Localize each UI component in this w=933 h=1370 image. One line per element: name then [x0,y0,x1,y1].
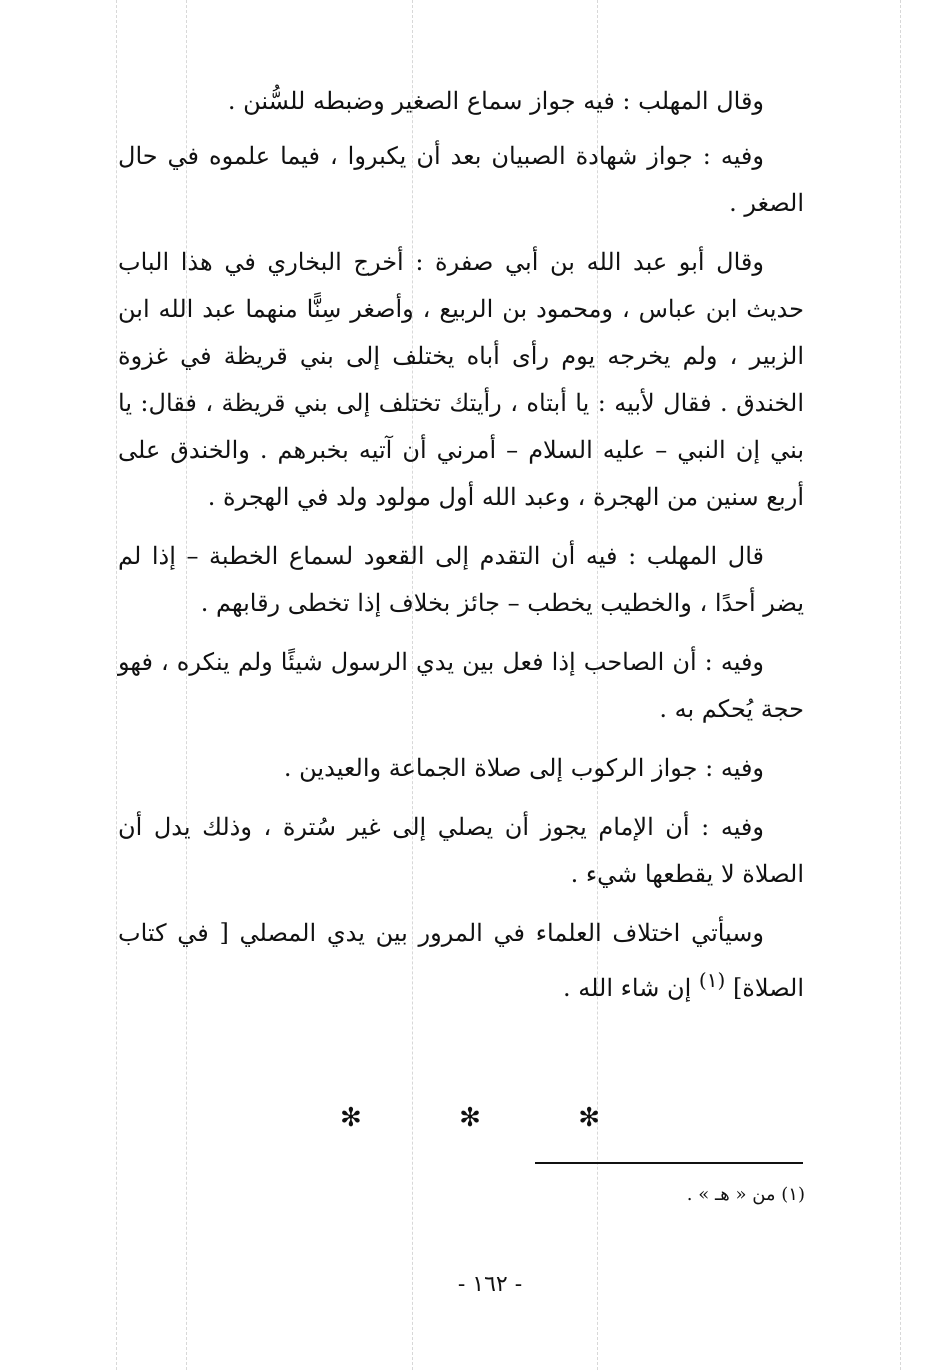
paragraph: وقال المهلب : فيه جواز سماع الصغير وضبطه للسُّنن . [227,87,764,115]
asterisk-icon: ✻ [578,1103,600,1133]
paragraph-text: إن شاء الله . [562,974,692,1002]
paragraph-text: وسيأتي اختلاف العلماء في المرور بين يدي المصلي [ في كتاب الصلاة] [118,919,804,1002]
asterisk-icon: ✻ [340,1103,362,1133]
paragraph: وفيه : جواز الركوب إلى صلاة الجماعة والعيدين . [283,754,764,782]
paragraph: قال المهلب : فيه أن التقدم إلى القعود لسماع الخطبة – إذا لم يضر أحدًا ، والخطيب يخطب – جائز بخلاف إذا تخطى رقابهم . [118,542,804,617]
section-separator [340,1103,600,1133]
footnote: (١) من « هـ » . [686,1184,805,1205]
paragraph: وفيه : أن الإمام يجوز أن يصلي إلى غير سُترة ، وذلك يدل أن الصلاة لا يقطعها شيء . [118,813,804,888]
paragraph: وفيه : جواز شهادة الصبيان بعد أن يكبروا ، فيما علموه في حال الصغر . [118,142,804,217]
paragraph: وفيه : أن الصاحب إذا فعل بين يدي الرسول شيئًا ولم ينكره ، فهو حجة يُحكم به . [118,648,804,723]
scan-artifact-line [900,0,901,1370]
footnote-marker[interactable]: (١) [698,968,726,992]
page-number: - ١٦٢ - [457,1272,523,1297]
paragraph: وقال أبو عبد الله بن أبي صفرة : أخرج البخاري في هذا الباب حديث ابن عباس ، ومحمود بن الربيع ، وأصغر سِنًّا منهما عبد الله ابن الزبير ، ولم يخرجه يوم رأى أباه يختلف إلى بني قريظة في غزوة الخندق . فقال لأبيه : يا أبتاه ، رأيتك تختلف إلى بني قريظة ، فقال: يا بني إن النبي – عليه السلام – أمرني أن آتيه بخبرهم . والخندق على أربع سنين من الهجرة ، وعبد الله أول مولود ولد في الهجرة . [118,248,804,511]
scan-artifact-line [116,0,117,1370]
footnote-divider [535,1162,803,1164]
asterisk-icon: ✻ [459,1103,481,1133]
paragraph-with-footnote [118,910,804,1012]
main-text [118,78,804,1024]
